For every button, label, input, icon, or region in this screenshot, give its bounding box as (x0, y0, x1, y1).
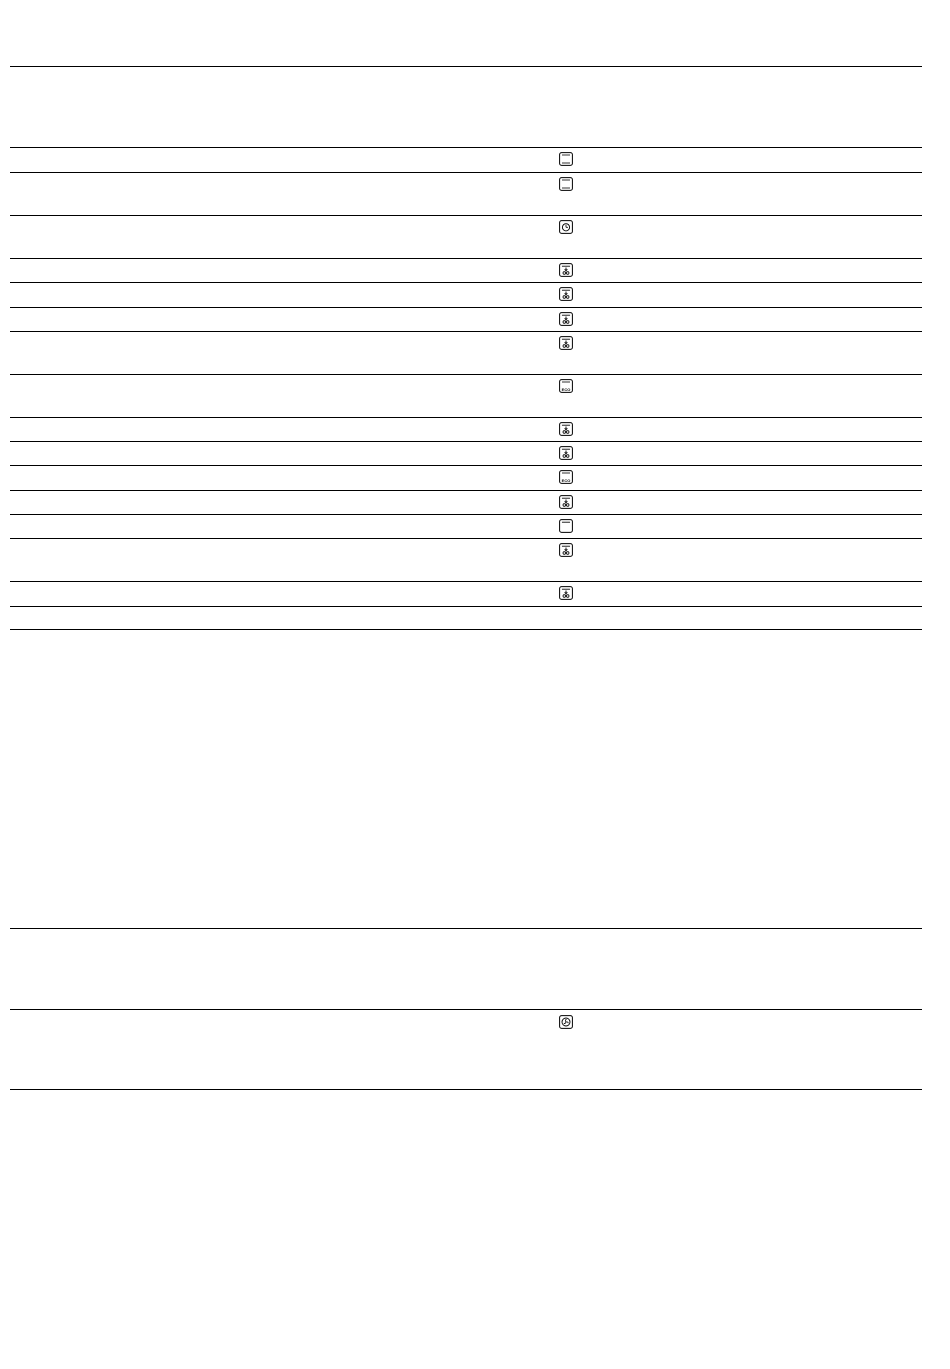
header-cell-food (10, 67, 465, 147)
row-cell-temperature (648, 607, 922, 629)
table-row (10, 1009, 922, 1090)
row-cell-food (10, 308, 465, 331)
svg-text:ECO: ECO (561, 478, 571, 483)
row-cell-food (10, 442, 465, 465)
oven-eco-mode-icon (559, 379, 573, 393)
oven-eco-mode-icon (559, 470, 573, 484)
header-cell-temperature (648, 67, 922, 147)
row-cell-food (10, 332, 465, 374)
row-cell-heating (465, 308, 648, 331)
row-cell-food (10, 216, 465, 258)
oven-top-heat-icon (559, 519, 573, 533)
row-cell-heating (465, 173, 648, 215)
row-cell-heating (465, 515, 648, 538)
table-row (10, 441, 922, 465)
row-cell-temperature (648, 515, 922, 538)
row-cell-food (10, 515, 465, 538)
row-cell-food (10, 148, 465, 172)
row-cell-heating (465, 607, 648, 629)
row-cell-food (10, 466, 465, 490)
row-cell-heating (465, 216, 648, 258)
oven-hot-air-grill-icon (559, 263, 573, 277)
row-cell-temperature (648, 582, 922, 606)
table-row (10, 147, 922, 172)
row-cell-food (10, 539, 465, 581)
row-cell-temperature (648, 375, 922, 417)
row-cell-food (10, 607, 465, 629)
row-cell-heating (465, 539, 648, 581)
row-cell-temperature (648, 491, 922, 514)
oven-hot-air-grill-icon (559, 312, 573, 326)
header-cell-heating (465, 929, 648, 1009)
row-cell-temperature (648, 259, 922, 282)
oven-hot-air-grill-icon (559, 543, 573, 557)
row-cell-heating (465, 375, 648, 417)
row-cell-temperature (648, 466, 922, 490)
header-cell-food (10, 929, 465, 1009)
row-cell-heating (465, 466, 648, 490)
row-cell-heating (465, 491, 648, 514)
row-cell-heating (465, 582, 648, 606)
row-cell-food (10, 582, 465, 606)
oven-hot-air-grill-icon (559, 495, 573, 509)
row-cell-temperature (648, 216, 922, 258)
row-cell-temperature (648, 308, 922, 331)
row-cell-temperature (648, 1010, 922, 1089)
oven-hot-air-grill-icon (559, 287, 573, 301)
settings-table-top (10, 66, 922, 630)
oven-top-bottom-heat-icon (559, 152, 573, 166)
row-cell-food (10, 283, 465, 307)
row-cell-food (10, 375, 465, 417)
table-row (10, 258, 922, 282)
row-cell-food (10, 1010, 465, 1089)
table-row (10, 282, 922, 307)
oven-hot-air-fan-icon (559, 1015, 573, 1029)
row-cell-temperature (648, 283, 922, 307)
table-row (10, 514, 922, 538)
row-cell-heating (465, 332, 648, 374)
table-row (10, 417, 922, 441)
row-cell-heating (465, 418, 648, 441)
row-cell-food (10, 173, 465, 215)
row-cell-heating (465, 259, 648, 282)
table-row (10, 331, 922, 374)
table-row (10, 606, 922, 630)
row-cell-heating (465, 442, 648, 465)
row-cell-temperature (648, 539, 922, 581)
row-cell-heating (465, 1010, 648, 1089)
row-cell-heating (465, 283, 648, 307)
table-row (10, 215, 922, 258)
oven-timer-clock-icon (559, 220, 573, 234)
svg-text:ECO: ECO (561, 387, 571, 392)
oven-top-bottom-heat-icon (559, 177, 573, 191)
row-cell-food (10, 259, 465, 282)
table-row (10, 374, 922, 417)
row-cell-food (10, 491, 465, 514)
table-header-row (10, 928, 922, 1009)
table-row (10, 538, 922, 581)
table-row (10, 307, 922, 331)
oven-hot-air-grill-icon (559, 446, 573, 460)
header-cell-heating (465, 67, 648, 147)
oven-hot-air-grill-icon (559, 586, 573, 600)
table-row (10, 490, 922, 514)
row-cell-temperature (648, 442, 922, 465)
row-cell-temperature (648, 173, 922, 215)
oven-hot-air-grill-icon (559, 422, 573, 436)
settings-table-bottom (10, 928, 922, 1090)
row-cell-food (10, 418, 465, 441)
row-cell-temperature (648, 148, 922, 172)
header-cell-temperature (648, 929, 922, 1009)
table-row (10, 172, 922, 215)
row-cell-heating (465, 148, 648, 172)
table-row (10, 581, 922, 606)
table-header-row (10, 66, 922, 147)
row-cell-temperature (648, 418, 922, 441)
oven-hot-air-grill-icon (559, 336, 573, 350)
row-cell-temperature (648, 332, 922, 374)
table-row (10, 465, 922, 490)
